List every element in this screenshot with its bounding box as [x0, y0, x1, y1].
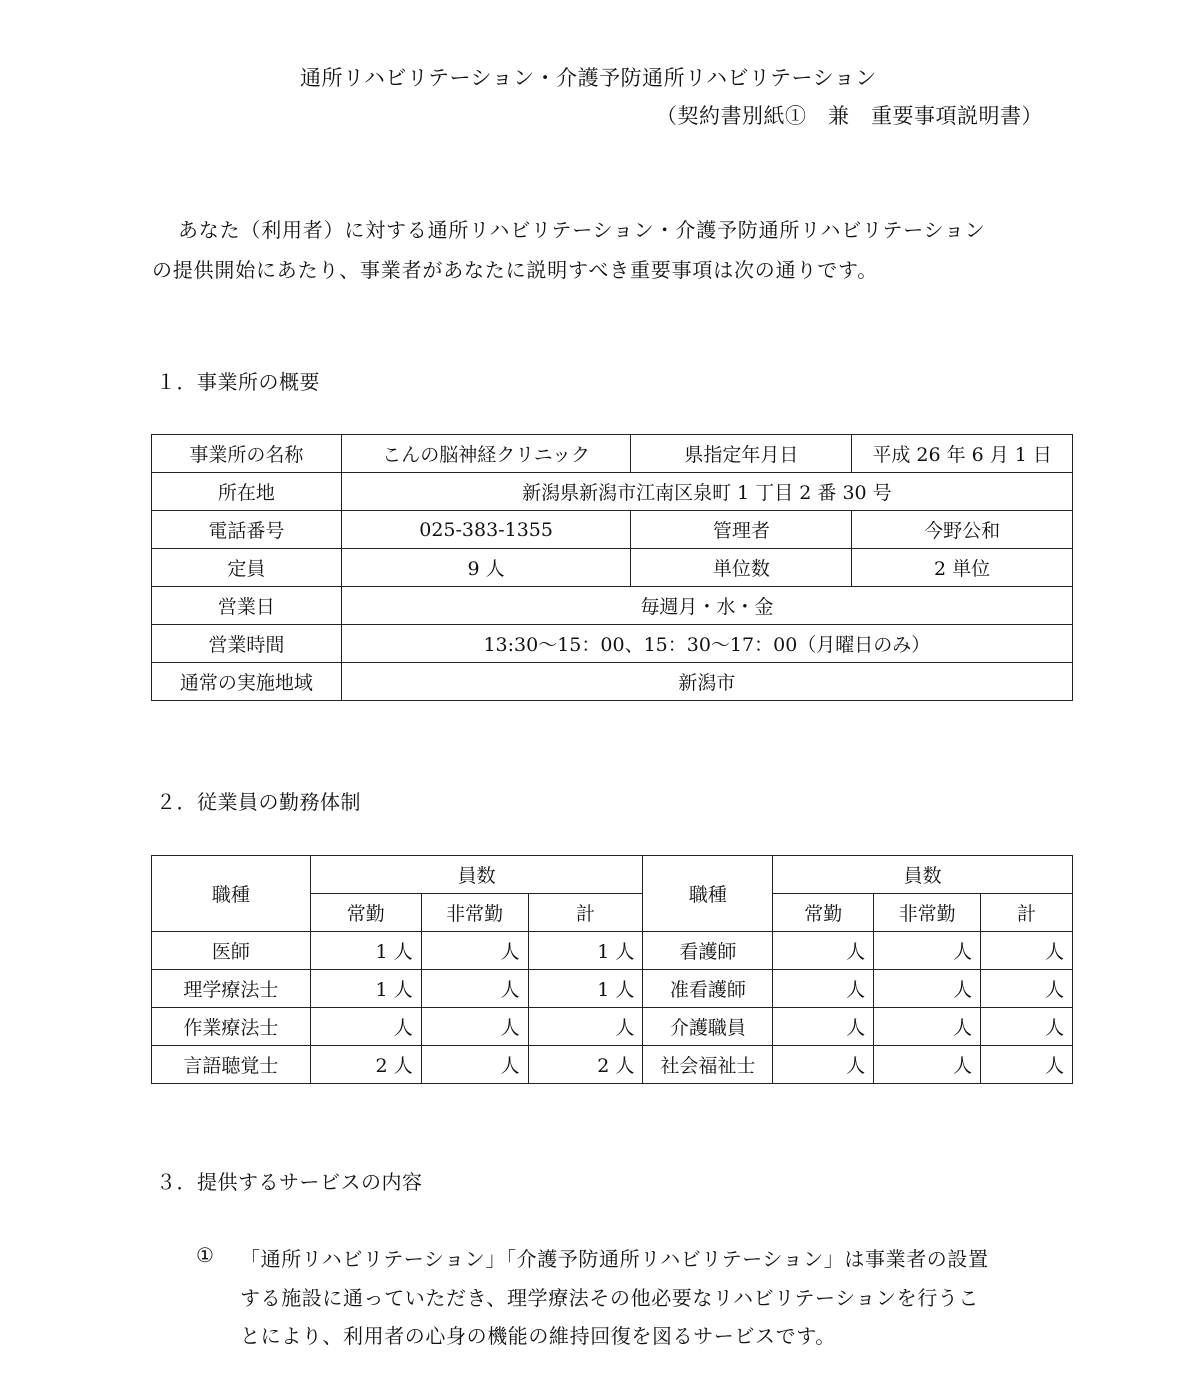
- header-count-left: 員数: [310, 856, 643, 894]
- job-cell: 社会福祉士: [643, 1046, 773, 1084]
- parttime-cell: 人: [421, 1046, 528, 1084]
- total-cell: 1 人: [528, 970, 643, 1008]
- staff-table: [151, 855, 1073, 1084]
- header-total-left: 計: [528, 894, 643, 932]
- header-fulltime-right: 常勤: [773, 894, 874, 932]
- facility-overview-table: [151, 434, 1073, 701]
- fulltime-cell: 1 人: [310, 932, 421, 970]
- service-line-1: 「通所リハビリテーション」「介護予防通所リハビリテーション」は事業者の設置: [240, 1247, 989, 1271]
- phone-label: 電話番号: [152, 511, 342, 549]
- section-1-heading: １．事業所の概要: [156, 370, 320, 394]
- hours-label: 営業時間: [152, 625, 342, 663]
- job-cell: 理学療法士: [152, 970, 311, 1008]
- manager-value: 今野公和: [852, 511, 1073, 549]
- table-row: [152, 970, 1073, 1008]
- hours-value: 13:30～15：00、15：30～17：00（月曜日のみ）: [341, 625, 1072, 663]
- fulltime-cell: 人: [773, 1008, 874, 1046]
- table-row: [152, 663, 1073, 701]
- total-cell: 人: [981, 932, 1073, 970]
- table-header-row: [152, 856, 1073, 894]
- total-cell: 人: [981, 970, 1073, 1008]
- fulltime-cell: 人: [773, 932, 874, 970]
- header-parttime-left: 非常勤: [421, 894, 528, 932]
- parttime-cell: 人: [874, 970, 981, 1008]
- service-line-3: とにより、利用者の心身の機能の維持回復を図るサービスです。: [240, 1324, 836, 1348]
- total-cell: 1 人: [528, 932, 643, 970]
- header-job-right: 職種: [643, 856, 773, 932]
- fulltime-cell: 1 人: [310, 970, 421, 1008]
- table-row: [152, 1008, 1073, 1046]
- intro-line-1: あなた（利用者）に対する通所リハビリテーション・介護予防通所リハビリテーション: [178, 218, 986, 242]
- intro-line-2: の提供開始にあたり、事業者があなたに説明すべき重要事項は次の通りです。: [152, 258, 878, 282]
- service-line-2: する施設に通っていただき、理学療法その他必要なリハビリテーションを行うこ: [240, 1286, 979, 1310]
- address-label: 所在地: [152, 473, 342, 511]
- table-row: [152, 932, 1073, 970]
- designation-value: 平成 26 年 6 月 1 日: [852, 435, 1073, 473]
- table-row: [152, 511, 1073, 549]
- parttime-cell: 人: [421, 1008, 528, 1046]
- total-cell: 人: [981, 1046, 1073, 1084]
- parttime-cell: 人: [874, 1008, 981, 1046]
- fulltime-cell: 人: [773, 970, 874, 1008]
- job-cell: 医師: [152, 932, 311, 970]
- parttime-cell: 人: [874, 1046, 981, 1084]
- section-2-heading: ２．従業員の勤務体制: [156, 790, 361, 814]
- service-item-number: ①: [196, 1243, 215, 1267]
- table-row: [152, 473, 1073, 511]
- name-value: こんの脳神経クリニック: [341, 435, 631, 473]
- job-cell: 准看護師: [643, 970, 773, 1008]
- capacity-label: 定員: [152, 549, 342, 587]
- units-label: 単位数: [631, 549, 852, 587]
- job-cell: 作業療法士: [152, 1008, 311, 1046]
- address-value: 新潟県新潟市江南区泉町 1 丁目 2 番 30 号: [341, 473, 1072, 511]
- phone-value: 025-383-1355: [341, 511, 631, 549]
- name-label: 事業所の名称: [152, 435, 342, 473]
- total-cell: 人: [528, 1008, 643, 1046]
- section-3-heading: ３．提供するサービスの内容: [156, 1170, 423, 1194]
- total-cell: 人: [981, 1008, 1073, 1046]
- header-total-right: 計: [981, 894, 1073, 932]
- parttime-cell: 人: [421, 970, 528, 1008]
- table-row: [152, 1046, 1073, 1084]
- job-cell: 介護職員: [643, 1008, 773, 1046]
- table-row: [152, 625, 1073, 663]
- days-label: 営業日: [152, 587, 342, 625]
- fulltime-cell: 人: [310, 1008, 421, 1046]
- header-count-right: 員数: [773, 856, 1073, 894]
- header-job-left: 職種: [152, 856, 311, 932]
- total-cell: 2 人: [528, 1046, 643, 1084]
- designation-label: 県指定年月日: [631, 435, 852, 473]
- area-label: 通常の実施地域: [152, 663, 342, 701]
- table-row: [152, 549, 1073, 587]
- parttime-cell: 人: [421, 932, 528, 970]
- fulltime-cell: 2 人: [310, 1046, 421, 1084]
- document-title: 通所リハビリテーション・介護予防通所リハビリテーション: [300, 66, 877, 90]
- job-cell: 言語聴覚士: [152, 1046, 311, 1084]
- job-cell: 看護師: [643, 932, 773, 970]
- capacity-value: 9 人: [341, 549, 631, 587]
- units-value: 2 単位: [852, 549, 1073, 587]
- fulltime-cell: 人: [773, 1046, 874, 1084]
- table-row: [152, 435, 1073, 473]
- days-value: 毎週月・水・金: [341, 587, 1072, 625]
- manager-label: 管理者: [631, 511, 852, 549]
- table-row: [152, 587, 1073, 625]
- area-value: 新潟市: [341, 663, 1072, 701]
- header-fulltime-left: 常勤: [310, 894, 421, 932]
- document-subtitle: （契約書別紙① 兼 重要事項説明書）: [656, 104, 1043, 128]
- header-parttime-right: 非常勤: [874, 894, 981, 932]
- parttime-cell: 人: [874, 932, 981, 970]
